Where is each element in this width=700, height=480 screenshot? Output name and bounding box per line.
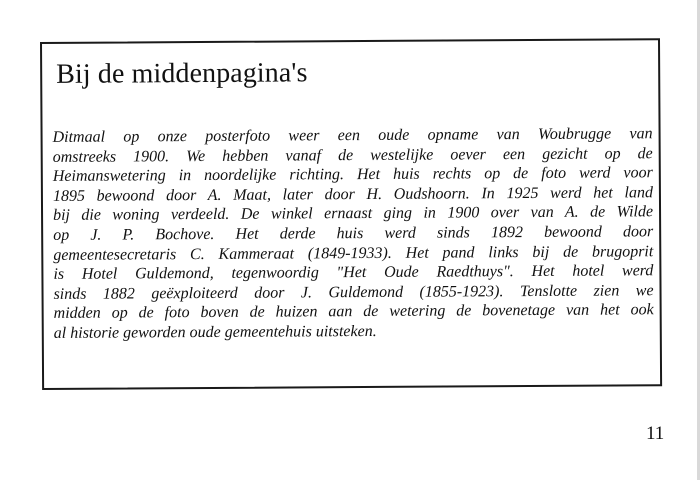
page-number: 11 (646, 423, 665, 444)
body-line: Heimanswetering in noordelijke richting. Het huis rechts op de foto werd voor (52, 164, 653, 186)
body-line: al historie geworden oude gemeentehuis uitsteken. (53, 322, 377, 342)
article-title: Bij de middenpagina's (56, 57, 308, 90)
body-line: op J. P. Bochove. Het derde huis werd sinds 1892 bewoond door (53, 223, 654, 244)
body-line: is Hotel Guldemond, tegenwoordig "Het Oude Raedthuys". Het hotel werd (53, 262, 654, 284)
body-line: omstreeks 1900. We hebben vanaf de westelijke oever een gezicht op de (52, 144, 653, 166)
body-line: gemeentesecretaris C. Kammeraat (1849-1933). Het pand links bij de brugoprit (53, 242, 654, 264)
body-line: bij die woning verdeeld. De winkel ernaast ging in 1900 over van A. de Wilde (53, 203, 654, 225)
article-body (53, 124, 654, 343)
body-line: Ditmaal op onze posterfoto weer een oude opname van Woubrugge van (52, 125, 653, 146)
article-box (40, 38, 662, 390)
body-line: 1895 bewoond door A. Maat, later door H. Oudshoorn. In 1925 werd het land (52, 184, 653, 205)
body-line: sinds 1882 geëxploiteerd door J. Guldemond (1855-1923). Tenslotte zien we (53, 282, 654, 303)
body-line: midden op de foto boven de huizen aan de wetering de bovenetage van het ook (53, 301, 654, 323)
